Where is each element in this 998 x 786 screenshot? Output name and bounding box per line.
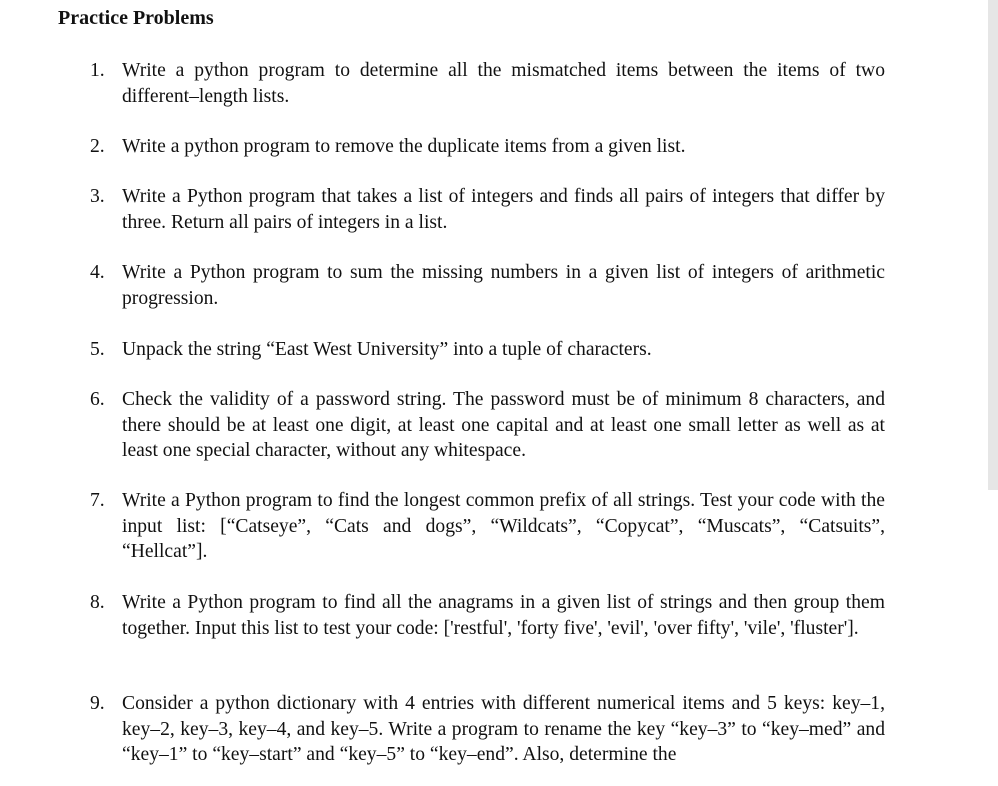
problem-number: 4. [90,262,105,283]
problem-number: 8. [90,592,105,613]
scrollbar[interactable] [988,0,998,490]
problem-item [90,184,885,235]
problem-number: 3. [90,186,105,207]
problem-text: Write a python program to remove the duplicate items from a given list. [122,136,686,157]
problem-item [90,337,885,363]
problem-text: Unpack the string “East West University” into a tuple of characters. [122,339,652,360]
problem-number: 7. [90,490,105,511]
problem-item [90,590,885,641]
problem-item [90,134,885,160]
problem-number: 9. [90,693,105,714]
problem-text: Consider a python dictionary with 4 entries with different numerical items and 5 keys: key–1, key–2, key–3, key–4, and key–5. Write a program to rename the key “key–3” to “key–med” and “key–1” to “key–start” and “key–5” to “key–end”. Also, determine the [122,693,885,765]
problem-text: Write a Python program that takes a list of integers and finds all pairs of integers that differ by three. Return all pairs of integers in a list. [122,186,885,233]
problem-text: Check the validity of a password string. The password must be of minimum 8 characters, and there should be at least one digit, at least one capital and at least one small letter as well as at least one special character, without any whitespace. [122,389,885,461]
problem-number: 1. [90,60,105,81]
problem-number: 5. [90,339,105,360]
problem-text: Write a python program to determine all the mismatched items between the items of two different–length lists. [122,60,885,107]
problem-item [90,58,885,109]
problem-item [90,260,885,311]
problem-number: 6. [90,389,105,410]
problem-item [90,691,885,768]
problem-item [90,387,885,464]
problem-text: Write a Python program to find all the anagrams in a given list of strings and then group them together. Input this list to test your code: ['restful', 'forty five', 'evil', 'over fifty', 'vile', 'fluster']. [122,592,885,639]
problem-item [90,488,885,565]
problem-number: 2. [90,136,105,157]
page-title: Practice Problems [58,7,214,29]
problem-text: Write a Python program to sum the missing numbers in a given list of integers of arithmetic progression. [122,262,885,309]
problem-text: Write a Python program to find the longest common prefix of all strings. Test your code with the input list: [“Catseye”, “Cats and dogs”, “Wildcats”, “Copycat”, “Muscats”, “Catsuits”, “Hellcat”]. [122,490,885,562]
